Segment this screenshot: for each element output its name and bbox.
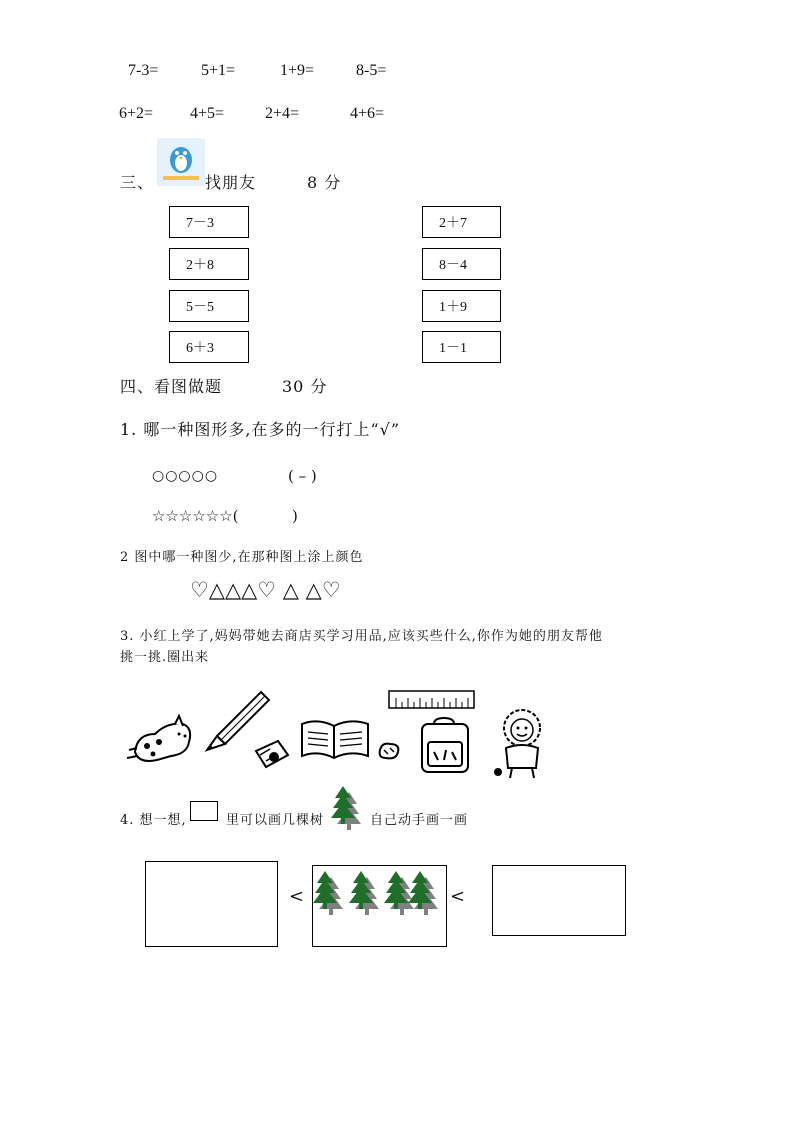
- card-left[interactable]: 6＋3: [169, 331, 249, 363]
- card-right[interactable]: 8－4: [422, 248, 501, 280]
- equation: 6+2=: [119, 105, 154, 122]
- ruler-icon[interactable]: [388, 690, 476, 710]
- trees-group: [312, 865, 445, 945]
- less-than-sign: <: [450, 886, 466, 907]
- equation: 8-5=: [356, 62, 387, 79]
- section3-title: 找朋友: [205, 173, 257, 192]
- equation: 7-3=: [128, 62, 159, 79]
- tree-icon: [384, 871, 414, 915]
- section3-prefix: 三、: [120, 173, 155, 192]
- book-icon[interactable]: [298, 716, 372, 760]
- toy-cat-icon[interactable]: [127, 712, 197, 768]
- sharpener-icon[interactable]: [252, 737, 292, 771]
- q4-prefix: 4. 想一想,: [120, 813, 187, 828]
- card-right[interactable]: 2＋7: [422, 206, 501, 238]
- q3-line1: 3. 小红上学了,妈妈带她去商店买学习用品,应该买些什么,你作为她的朋友帮他: [120, 629, 603, 644]
- section4-score: 30 分: [282, 377, 328, 396]
- card-left[interactable]: 7－3: [169, 206, 249, 238]
- section4-title: 四、看图做题: [120, 377, 223, 396]
- penguin-icon: [157, 138, 205, 186]
- q1-circles: ○○○○○: [152, 468, 219, 484]
- equation: 1+9=: [280, 62, 315, 79]
- q1-stars: ☆☆☆☆☆☆(: [152, 507, 239, 525]
- q4-middle: 里可以画几棵树: [226, 813, 325, 828]
- q1-answer-paren[interactable]: ( – ): [288, 467, 317, 485]
- q2-shapes[interactable]: ♡△△△♡ △ △♡: [190, 578, 341, 602]
- less-than-sign: <: [289, 886, 305, 907]
- example-box: [190, 801, 218, 821]
- tree-icon: [331, 786, 367, 830]
- answer-box-right[interactable]: [492, 865, 626, 936]
- q4-suffix: 自己动手画一画: [370, 813, 469, 828]
- backpack-icon[interactable]: [416, 716, 474, 778]
- q2-text: 2 图中哪一种图少,在那种图上涂上颜色: [120, 550, 364, 565]
- q1-answer-paren[interactable]: ): [292, 507, 298, 525]
- equation: 5+1=: [201, 62, 236, 79]
- section3-score: 8 分: [307, 173, 342, 192]
- card-left[interactable]: 5－5: [169, 290, 249, 322]
- child-icon[interactable]: [492, 706, 552, 782]
- card-right[interactable]: 1＋9: [422, 290, 501, 322]
- answer-box-left[interactable]: [145, 861, 278, 947]
- q1-text: 1. 哪一种图形多,在多的一行打上“√”: [120, 420, 400, 439]
- card-right[interactable]: 1－1: [422, 331, 501, 363]
- q3-line2: 挑一挑.圈出来: [120, 650, 210, 665]
- card-left[interactable]: 2＋8: [169, 248, 249, 280]
- eraser-icon[interactable]: [376, 740, 402, 762]
- tree-icon: [349, 871, 379, 915]
- equation: 4+5=: [190, 105, 225, 122]
- tree-icon: [313, 871, 343, 915]
- equation: 2+4=: [265, 105, 300, 122]
- equation: 4+6=: [350, 105, 385, 122]
